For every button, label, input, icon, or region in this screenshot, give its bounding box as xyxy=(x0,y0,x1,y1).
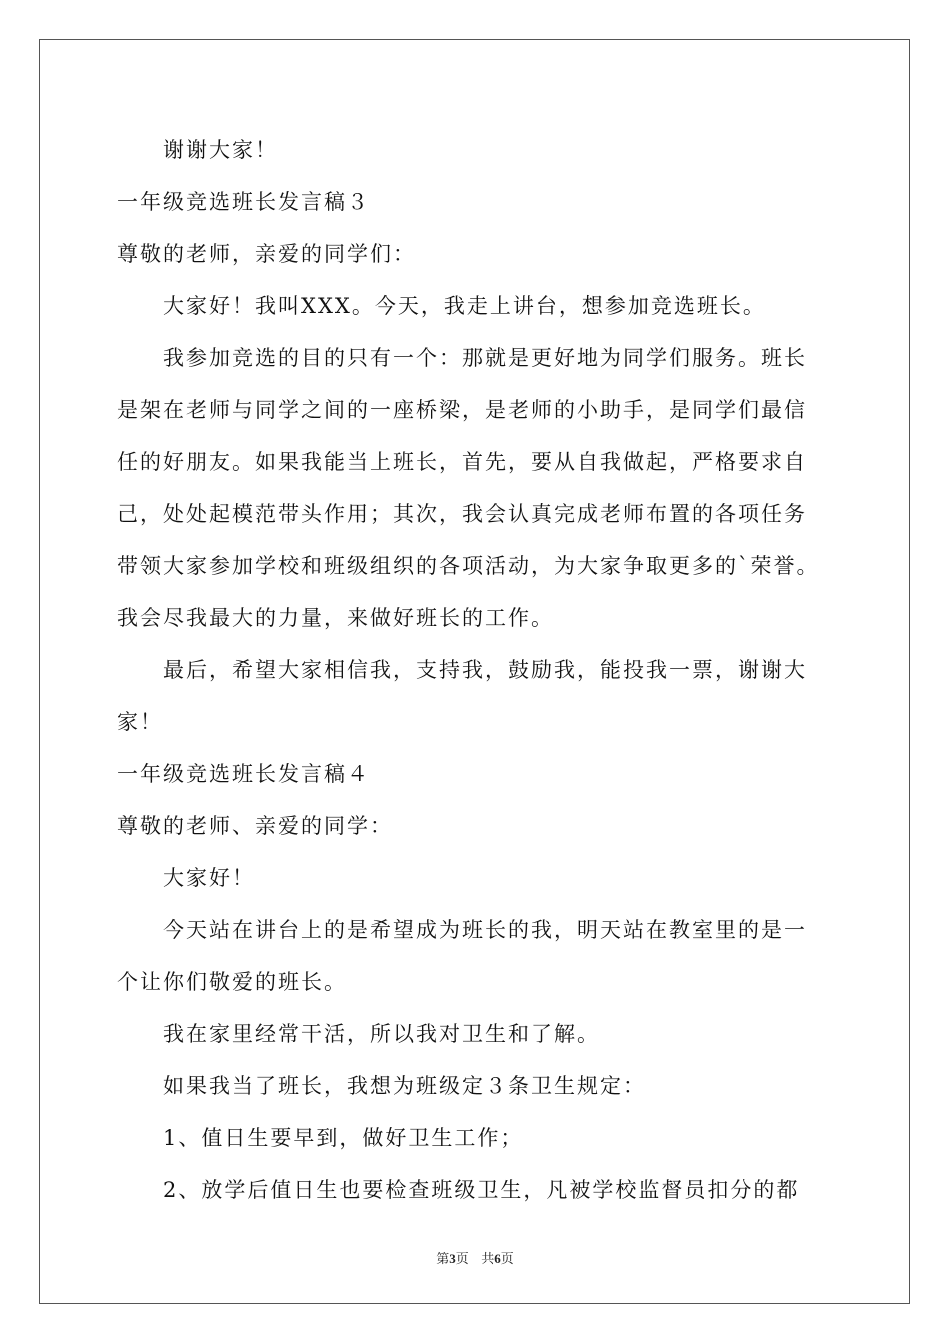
list-item: 1、值日生要早到，做好卫生工作； xyxy=(163,1126,524,1150)
paragraph-line: 我在家里经常干活，所以我对卫生和了解。 xyxy=(163,1022,600,1046)
section-heading: 一年级竞选班长发言稿４ xyxy=(117,762,370,786)
salutation-line: 尊敬的老师，亲爱的同学们： xyxy=(117,242,416,266)
section-heading: 一年级竞选班长发言稿３ xyxy=(117,190,370,214)
paragraph-line: 今天站在讲台上的是希望成为班长的我，明天站在教室里的是一 xyxy=(163,918,807,942)
paragraph-line: 最后，希望大家相信我，支持我，鼓励我，能投我一票，谢谢大 xyxy=(163,658,807,682)
paragraph-line: 任的好朋友。如果我能当上班长，首先，要从自我做起，严格要求自 xyxy=(117,450,807,474)
paragraph-line: 家！ xyxy=(117,710,163,734)
paragraph-line: 我参加竞选的目的只有一个：那就是更好地为同学们服务。班长 xyxy=(163,346,807,370)
paragraph-line: 个让你们敬爱的班长。 xyxy=(117,970,347,994)
paragraph-line: 我会尽我最大的力量，来做好班长的工作。 xyxy=(117,606,554,630)
total-pages: 6 xyxy=(494,1251,501,1266)
paragraph-line: 大家好！我叫XXX。今天，我走上讲台，想参加竞选班长。 xyxy=(163,294,766,318)
document-body xyxy=(117,124,837,1216)
total-suffix: 页 xyxy=(500,1252,514,1267)
paragraph-line: 是架在老师与同学之间的一座桥梁，是老师的小助手，是同学们最信 xyxy=(117,398,807,422)
paragraph-line: 带领大家参加学校和班级组织的各项活动，为大家争取更多的`荣誉。 xyxy=(117,554,820,578)
paragraph-line: 己，处处起模范带头作用；其次，我会认真完成老师布置的各项任务 xyxy=(117,502,807,526)
list-item: 2、放学后值日生也要检查班级卫生，凡被学校监督员扣分的都 xyxy=(163,1178,800,1202)
total-prefix: 共 xyxy=(481,1252,495,1267)
salutation-line: 尊敬的老师、亲爱的同学： xyxy=(117,814,393,838)
paragraph-line: 谢谢大家！ xyxy=(163,138,278,162)
page-footer xyxy=(0,1248,950,1267)
page-suffix: 页 xyxy=(455,1252,469,1267)
page-prefix: 第 xyxy=(436,1252,450,1267)
paragraph-line: 大家好！ xyxy=(163,866,255,890)
paragraph-line: 如果我当了班长，我想为班级定３条卫生规定： xyxy=(163,1074,646,1098)
page-number: 3 xyxy=(449,1251,456,1266)
